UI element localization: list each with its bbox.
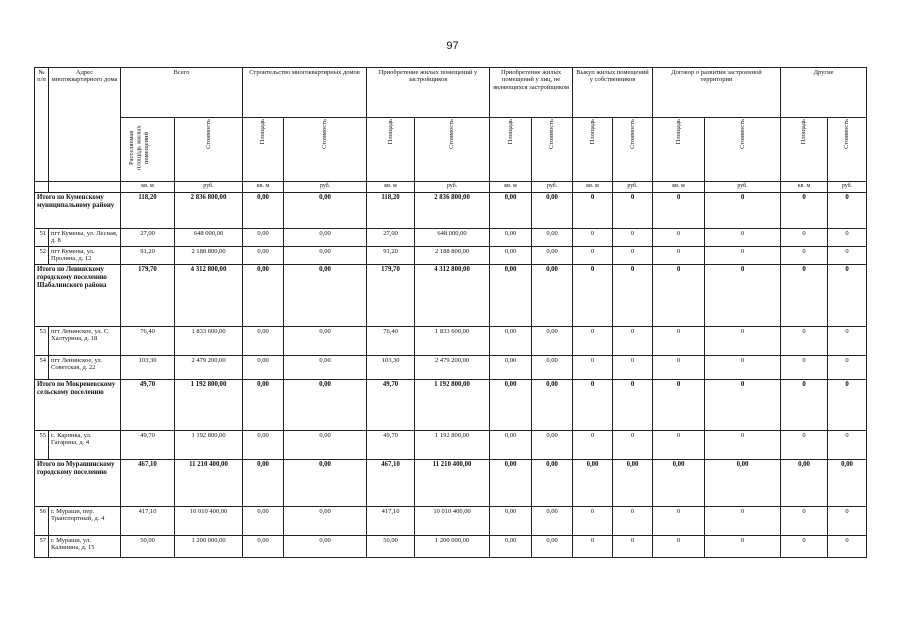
value-cell: 0 xyxy=(781,229,828,247)
unit-cell: кв. м xyxy=(781,182,828,193)
address-cell: г. Мураши, ул. Калинина, д. 15 xyxy=(49,535,121,557)
address-cell: с. Карпнка, ул. Гагарина, д. 4 xyxy=(49,430,121,459)
value-cell: 0,00 xyxy=(490,193,532,229)
value-cell: 0,00 xyxy=(284,264,367,326)
value-cell: 76,40 xyxy=(121,326,175,355)
subheader-label: Площадь xyxy=(506,119,514,145)
value-cell: 0 xyxy=(653,193,705,229)
resettlement-table xyxy=(34,67,867,558)
value-cell: 0,00 xyxy=(532,430,573,459)
subtotal-label: Итого по Мурашинскому городскому поселению xyxy=(35,459,121,506)
value-cell: 0 xyxy=(828,229,867,247)
value-cell: 0 xyxy=(573,246,613,264)
subheader-label: Стоимость xyxy=(204,119,212,149)
value-cell: 0 xyxy=(828,264,867,326)
value-cell: 0,00 xyxy=(532,193,573,229)
value-cell: 467,10 xyxy=(367,459,415,506)
value-cell: 1 192 800,00 xyxy=(175,379,243,430)
value-cell: 179,70 xyxy=(121,264,175,326)
value-cell: 0 xyxy=(705,379,781,430)
value-cell: 0,00 xyxy=(284,535,367,557)
subheader-cost xyxy=(284,118,367,182)
value-cell: 0 xyxy=(573,535,613,557)
value-cell: 0 xyxy=(573,355,613,379)
subtotal-row xyxy=(35,379,867,430)
subheader-label: Площадь xyxy=(259,119,267,145)
subheader-label: Стоимость xyxy=(448,119,456,149)
unit-cell: кв. м xyxy=(573,182,613,193)
value-cell: 11 210 400,00 xyxy=(415,459,490,506)
subheader-area xyxy=(573,118,613,182)
value-cell: 0 xyxy=(705,193,781,229)
unit-cell: кв. м xyxy=(367,182,415,193)
value-cell: 1 192 800,00 xyxy=(175,430,243,459)
value-cell: 0,00 xyxy=(243,246,284,264)
value-cell: 1 192 800,00 xyxy=(415,379,490,430)
value-cell: 0 xyxy=(613,355,653,379)
group-header-total: Всего xyxy=(121,68,243,118)
group-header-developers: Приобретение жилых помещений у застройщиков xyxy=(367,68,490,118)
value-cell: 0 xyxy=(705,326,781,355)
value-cell: 648 000,00 xyxy=(415,229,490,247)
value-cell: 0,00 xyxy=(705,459,781,506)
subheader-total_area xyxy=(121,118,175,182)
value-cell: 0 xyxy=(828,246,867,264)
value-cell: 0,00 xyxy=(490,379,532,430)
value-cell: 0,00 xyxy=(243,506,284,535)
value-cell: 0,00 xyxy=(284,459,367,506)
value-cell: 0 xyxy=(781,506,828,535)
row-number: 54 xyxy=(35,355,49,379)
value-cell: 1 192 800,00 xyxy=(415,430,490,459)
value-cell: 0,00 xyxy=(532,246,573,264)
value-cell: 0,00 xyxy=(243,535,284,557)
value-cell: 0 xyxy=(653,430,705,459)
value-cell: 0 xyxy=(613,379,653,430)
units-blank xyxy=(49,182,121,193)
value-cell: 2 188 800,00 xyxy=(415,246,490,264)
value-cell: 0,00 xyxy=(243,193,284,229)
value-cell: 0,00 xyxy=(532,229,573,247)
value-cell: 0 xyxy=(573,264,613,326)
value-cell: 4 312 800,00 xyxy=(415,264,490,326)
value-cell: 0 xyxy=(653,264,705,326)
value-cell: 0 xyxy=(653,326,705,355)
value-cell: 0,00 xyxy=(243,264,284,326)
value-cell: 0 xyxy=(613,229,653,247)
subheader-label: Площадь xyxy=(588,119,596,145)
col-no-header: № п/п xyxy=(35,68,49,182)
value-cell: 0,00 xyxy=(243,459,284,506)
subtotal-row xyxy=(35,264,867,326)
subheader-cost xyxy=(705,118,781,182)
value-cell: 0,00 xyxy=(243,229,284,247)
value-cell: 0,00 xyxy=(490,246,532,264)
table-row xyxy=(35,430,867,459)
unit-cell: кв. м xyxy=(653,182,705,193)
value-cell: 0,00 xyxy=(613,459,653,506)
value-cell: 0 xyxy=(705,355,781,379)
subheader-label: Стоимость xyxy=(628,119,636,149)
value-cell: 0,00 xyxy=(243,355,284,379)
unit-cell: руб. xyxy=(613,182,653,193)
value-cell: 0 xyxy=(613,535,653,557)
value-cell: 0,00 xyxy=(284,379,367,430)
value-cell: 1 833 600,00 xyxy=(415,326,490,355)
subheader-area xyxy=(781,118,828,182)
value-cell: 1 833 600,00 xyxy=(175,326,243,355)
page-number: 97 xyxy=(446,40,459,52)
value-cell: 0 xyxy=(828,326,867,355)
subtotal-row xyxy=(35,459,867,506)
group-header-buyout: Выкуп жилых помещений у собственников xyxy=(573,68,653,118)
value-cell: 0 xyxy=(828,379,867,430)
group-header-non-developers: Приобретение жилых помещений у лиц, не являющихся застройщиком xyxy=(490,68,573,118)
value-cell: 417,10 xyxy=(121,506,175,535)
subheader-area xyxy=(243,118,284,182)
value-cell: 103,30 xyxy=(367,355,415,379)
subheader-cost xyxy=(415,118,490,182)
value-cell: 0,00 xyxy=(284,430,367,459)
units-blank xyxy=(35,182,49,193)
subtotal-label: Итого по Куменскому муниципальному району xyxy=(35,193,121,229)
value-cell: 0,00 xyxy=(532,355,573,379)
value-cell: 179,70 xyxy=(367,264,415,326)
subheader-cost xyxy=(828,118,867,182)
subheader-cost xyxy=(175,118,243,182)
value-cell: 0,00 xyxy=(532,459,573,506)
value-cell: 0,00 xyxy=(532,535,573,557)
value-cell: 0 xyxy=(653,379,705,430)
value-cell: 0 xyxy=(573,326,613,355)
value-cell: 0 xyxy=(705,430,781,459)
value-cell: 0 xyxy=(705,506,781,535)
value-cell: 11 210 400,00 xyxy=(175,459,243,506)
subtotal-row xyxy=(35,193,867,229)
value-cell: 0 xyxy=(781,246,828,264)
subheader-label: Площадь xyxy=(386,119,394,145)
value-cell: 0 xyxy=(781,379,828,430)
value-cell: 0 xyxy=(781,264,828,326)
table-row xyxy=(35,229,867,247)
value-cell: 49,70 xyxy=(121,379,175,430)
value-cell: 0 xyxy=(613,326,653,355)
value-cell: 0 xyxy=(705,535,781,557)
subheader-label: Стоимость xyxy=(843,119,851,149)
value-cell: 0 xyxy=(781,430,828,459)
value-cell: 50,00 xyxy=(367,535,415,557)
value-cell: 0 xyxy=(613,506,653,535)
value-cell: 4 312 800,00 xyxy=(175,264,243,326)
value-cell: 0 xyxy=(828,506,867,535)
table-row xyxy=(35,506,867,535)
value-cell: 0,00 xyxy=(490,355,532,379)
col-address-header: Адрес многоквартирного дома xyxy=(49,68,121,182)
value-cell: 76,40 xyxy=(367,326,415,355)
value-cell: 49,70 xyxy=(367,379,415,430)
value-cell: 0 xyxy=(573,430,613,459)
value-cell: 0 xyxy=(781,535,828,557)
unit-cell: руб. xyxy=(828,182,867,193)
unit-cell: кв. м xyxy=(490,182,532,193)
value-cell: 0,00 xyxy=(490,229,532,247)
value-cell: 0,00 xyxy=(243,430,284,459)
address-cell: пгт Ленинское, ул. С. Халтурина, д. 18 xyxy=(49,326,121,355)
value-cell: 0 xyxy=(653,535,705,557)
group-header-construction: Строительство многоквартирных домов xyxy=(243,68,367,118)
subheader-area xyxy=(653,118,705,182)
value-cell: 2 836 800,00 xyxy=(175,193,243,229)
value-cell: 0,00 xyxy=(243,326,284,355)
subheader-label: Стоимость xyxy=(548,119,556,149)
value-cell: 0,00 xyxy=(490,459,532,506)
value-cell: 0 xyxy=(573,229,613,247)
value-cell: 91,20 xyxy=(121,246,175,264)
value-cell: 1 200 000,00 xyxy=(415,535,490,557)
value-cell: 0 xyxy=(573,193,613,229)
value-cell: 0,00 xyxy=(490,535,532,557)
subheader-label: Площадь xyxy=(800,119,808,145)
value-cell: 0,00 xyxy=(781,459,828,506)
value-cell: 50,00 xyxy=(121,535,175,557)
value-cell: 0 xyxy=(613,430,653,459)
subtotal-label: Итого по Ленинскому городскому поселению Шабалинского района xyxy=(35,264,121,326)
value-cell: 0 xyxy=(573,506,613,535)
value-cell: 118,20 xyxy=(367,193,415,229)
group-header-territory: Договор о развитии застроенной территории xyxy=(653,68,781,118)
value-cell: 0 xyxy=(781,193,828,229)
subheader-label: Площадь xyxy=(674,119,682,145)
unit-cell: руб. xyxy=(415,182,490,193)
unit-cell: руб. xyxy=(705,182,781,193)
value-cell: 118,20 xyxy=(121,193,175,229)
table-row xyxy=(35,246,867,264)
value-cell: 0,00 xyxy=(284,229,367,247)
subtotal-label: Итого по Мокреневскому сельскому поселению xyxy=(35,379,121,430)
value-cell: 2 836 800,00 xyxy=(415,193,490,229)
subheader-area xyxy=(490,118,532,182)
address-cell: пгт Кумены, ул. Пролина, д. 12 xyxy=(49,246,121,264)
address-cell: пгт Ленинское, ул. Советская, д. 22 xyxy=(49,355,121,379)
value-cell: 2 188 800,00 xyxy=(175,246,243,264)
value-cell: 0 xyxy=(705,246,781,264)
row-number: 53 xyxy=(35,326,49,355)
value-cell: 0,00 xyxy=(532,264,573,326)
value-cell: 0 xyxy=(828,535,867,557)
value-cell: 0 xyxy=(781,355,828,379)
value-cell: 0 xyxy=(613,264,653,326)
value-cell: 0,00 xyxy=(284,193,367,229)
value-cell: 27,00 xyxy=(121,229,175,247)
value-cell: 0 xyxy=(828,355,867,379)
row-number: 55 xyxy=(35,430,49,459)
value-cell: 0,00 xyxy=(828,459,867,506)
value-cell: 0 xyxy=(705,229,781,247)
value-cell: 0 xyxy=(828,430,867,459)
subheader-cost xyxy=(613,118,653,182)
value-cell: 0,00 xyxy=(532,506,573,535)
unit-cell: кв. м xyxy=(243,182,284,193)
value-cell: 91,20 xyxy=(367,246,415,264)
value-cell: 10 010 400,00 xyxy=(175,506,243,535)
value-cell: 0,00 xyxy=(284,355,367,379)
unit-cell: руб. xyxy=(175,182,243,193)
value-cell: 0 xyxy=(653,355,705,379)
subheader-area xyxy=(367,118,415,182)
value-cell: 0 xyxy=(705,264,781,326)
value-cell: 0,00 xyxy=(284,246,367,264)
value-cell: 2 479 200,00 xyxy=(415,355,490,379)
value-cell: 0 xyxy=(653,229,705,247)
value-cell: 0,00 xyxy=(243,379,284,430)
table-row xyxy=(35,326,867,355)
value-cell: 0 xyxy=(613,193,653,229)
value-cell: 103,30 xyxy=(121,355,175,379)
value-cell: 0 xyxy=(781,326,828,355)
value-cell: 0,00 xyxy=(532,326,573,355)
value-cell: 0,00 xyxy=(490,430,532,459)
value-cell: 0,00 xyxy=(284,506,367,535)
row-number: 57 xyxy=(35,535,49,557)
unit-cell: руб. xyxy=(284,182,367,193)
subheader-label: Расселяемая площадь жилых помещений xyxy=(127,125,150,171)
row-number: 56 xyxy=(35,506,49,535)
value-cell: 10 010 400,00 xyxy=(415,506,490,535)
address-cell: пгт Кумены, ул. Лесная, д. 8 xyxy=(49,229,121,247)
value-cell: 417,10 xyxy=(367,506,415,535)
address-cell: г. Мураши, пер. Транспортный, д. 4 xyxy=(49,506,121,535)
row-number: 51 xyxy=(35,229,49,247)
value-cell: 27,00 xyxy=(367,229,415,247)
subheader-label: Стоимость xyxy=(321,119,329,149)
value-cell: 0,00 xyxy=(490,264,532,326)
value-cell: 49,70 xyxy=(121,430,175,459)
value-cell: 0 xyxy=(613,246,653,264)
unit-cell: руб. xyxy=(532,182,573,193)
value-cell: 0 xyxy=(573,379,613,430)
value-cell: 49,70 xyxy=(367,430,415,459)
subheader-cost xyxy=(532,118,573,182)
group-header-other: Другие xyxy=(781,68,867,118)
value-cell: 0,00 xyxy=(490,326,532,355)
value-cell: 648 000,00 xyxy=(175,229,243,247)
value-cell: 0,00 xyxy=(532,379,573,430)
table-row xyxy=(35,355,867,379)
value-cell: 0,00 xyxy=(490,506,532,535)
subheader-label: Стоимость xyxy=(738,119,746,149)
value-cell: 0 xyxy=(828,193,867,229)
unit-cell: кв. м xyxy=(121,182,175,193)
value-cell: 0,00 xyxy=(284,326,367,355)
value-cell: 0,00 xyxy=(653,459,705,506)
table-row xyxy=(35,535,867,557)
value-cell: 2 479 200,00 xyxy=(175,355,243,379)
value-cell: 1 200 000,00 xyxy=(175,535,243,557)
value-cell: 0,00 xyxy=(573,459,613,506)
value-cell: 0 xyxy=(653,246,705,264)
value-cell: 467,10 xyxy=(121,459,175,506)
row-number: 52 xyxy=(35,246,49,264)
value-cell: 0 xyxy=(653,506,705,535)
